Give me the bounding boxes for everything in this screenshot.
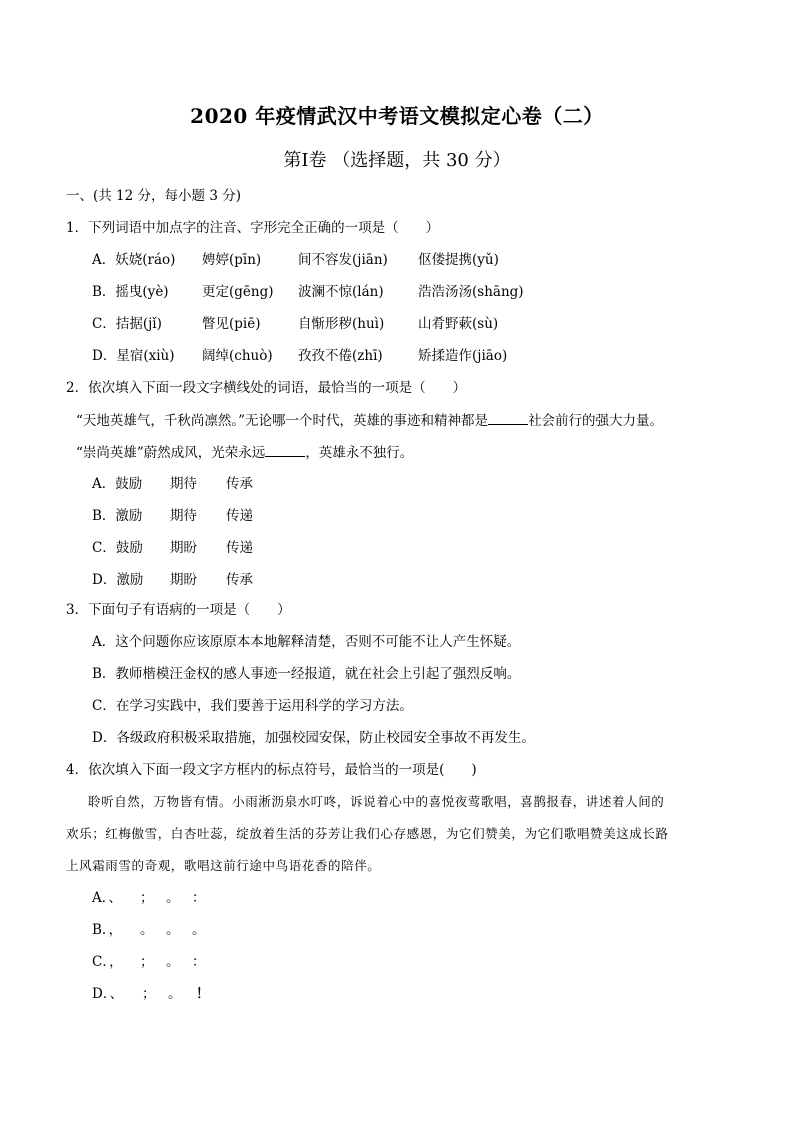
q4-option-a: A．、 ； 。 ： bbox=[92, 890, 206, 906]
q1-option-a: A．妖娆(ráo) 娉婷(pīn) 间不容发(jiān) 伛偻提携(yǔ) bbox=[92, 252, 499, 268]
fill-blank bbox=[265, 442, 305, 457]
question-4-stem: 4．依次填入下面一段文字方框内的标点符号，最恰当的一项是( ) bbox=[66, 762, 477, 778]
section-subtitle: 第Ⅰ卷 （选择题，共 30 分） bbox=[283, 150, 511, 171]
q3-option-c: C．在学习实践中，我们要善于运用科学的学习方法。 bbox=[92, 698, 413, 714]
q2-option-b: B．激励 期待 传递 bbox=[92, 508, 253, 524]
q2-passage-line-2: “崇尚英雄”蔚然成风，光荣永远 ，英雄永不独行。 bbox=[76, 442, 413, 463]
page-title: 2020 年疫情武汉中考语文模拟定心卷（二） bbox=[190, 104, 604, 128]
q3-option-b: B．教师楷模汪金权的感人事迹一经报道，就在社会上引起了强烈反响。 bbox=[92, 666, 521, 682]
q3-option-d: D．各级政府积极采取措施，加强校园安保，防止校园安全事故不再发生。 bbox=[92, 730, 535, 746]
question-2-stem: 2．依次填入下面一段文字横线处的词语，最恰当的一项是（ ） bbox=[66, 380, 467, 396]
part-heading: 一、(共 12 分，每小题 3 分) bbox=[66, 188, 241, 204]
q4-option-c: C．， ； 。 ： bbox=[92, 954, 206, 970]
q2-option-d: D．激励 期盼 传承 bbox=[92, 572, 253, 588]
fill-blank bbox=[488, 410, 528, 425]
q3-option-a: A．这个问题你应该原原本本地解释清楚，否则不可能不让人产生怀疑。 bbox=[92, 634, 521, 650]
q4-passage-line-3: 上风霜雨雪的奇观，歌唱这前行途中鸟语花香的陪伴。 bbox=[66, 858, 381, 873]
q1-option-b: B．摇曳(yè) 更定(gēng) 波澜不惊(lán) 浩浩汤汤(shāng) bbox=[92, 284, 524, 300]
q2-passage-line-1: “天地英雄气，千秋尚凛然。”无论哪一个时代，英雄的事迹和精神都是 社会前行的强大力量。 bbox=[76, 410, 663, 431]
q2-option-a: A．鼓励 期待 传承 bbox=[92, 476, 253, 492]
q4-option-b: B．， 。 。 。 bbox=[92, 922, 206, 938]
q2-option-c: C．鼓励 期盼 传递 bbox=[92, 540, 253, 556]
option-label: A．妖娆(ráo) bbox=[92, 252, 176, 268]
question-1-stem: 1．下列词语中加点字的注音、字形完全正确的一项是（ ） bbox=[66, 220, 440, 236]
q4-option-d: D．、 ； 。 ！ bbox=[92, 986, 210, 1002]
q1-option-d: D．星宿(xiù) 阔绰(chuò) 孜孜不倦(zhī) 矫揉造作(jiāo) bbox=[92, 348, 508, 364]
q1-option-c: C．拮据(jǐ) 瞥见(piē) 自惭形秽(huì) 山肴野蔌(sù) bbox=[92, 316, 499, 332]
q4-passage-line-2: 欢乐；红梅傲雪，白杏吐蕊，绽放着生活的芬芳让我们心存感恩，为它们赞美，为它们歌唱赞美这成长路 bbox=[66, 826, 669, 841]
question-3-stem: 3．下面句子有语病的一项是（ ） bbox=[66, 602, 291, 618]
q4-passage-line-1: 聆听自然，万物皆有情。小雨淅沥泉水叮咚，诉说着心中的喜悦夜莺歌唱，喜鹊报春，讲述着人间的 bbox=[88, 794, 665, 809]
